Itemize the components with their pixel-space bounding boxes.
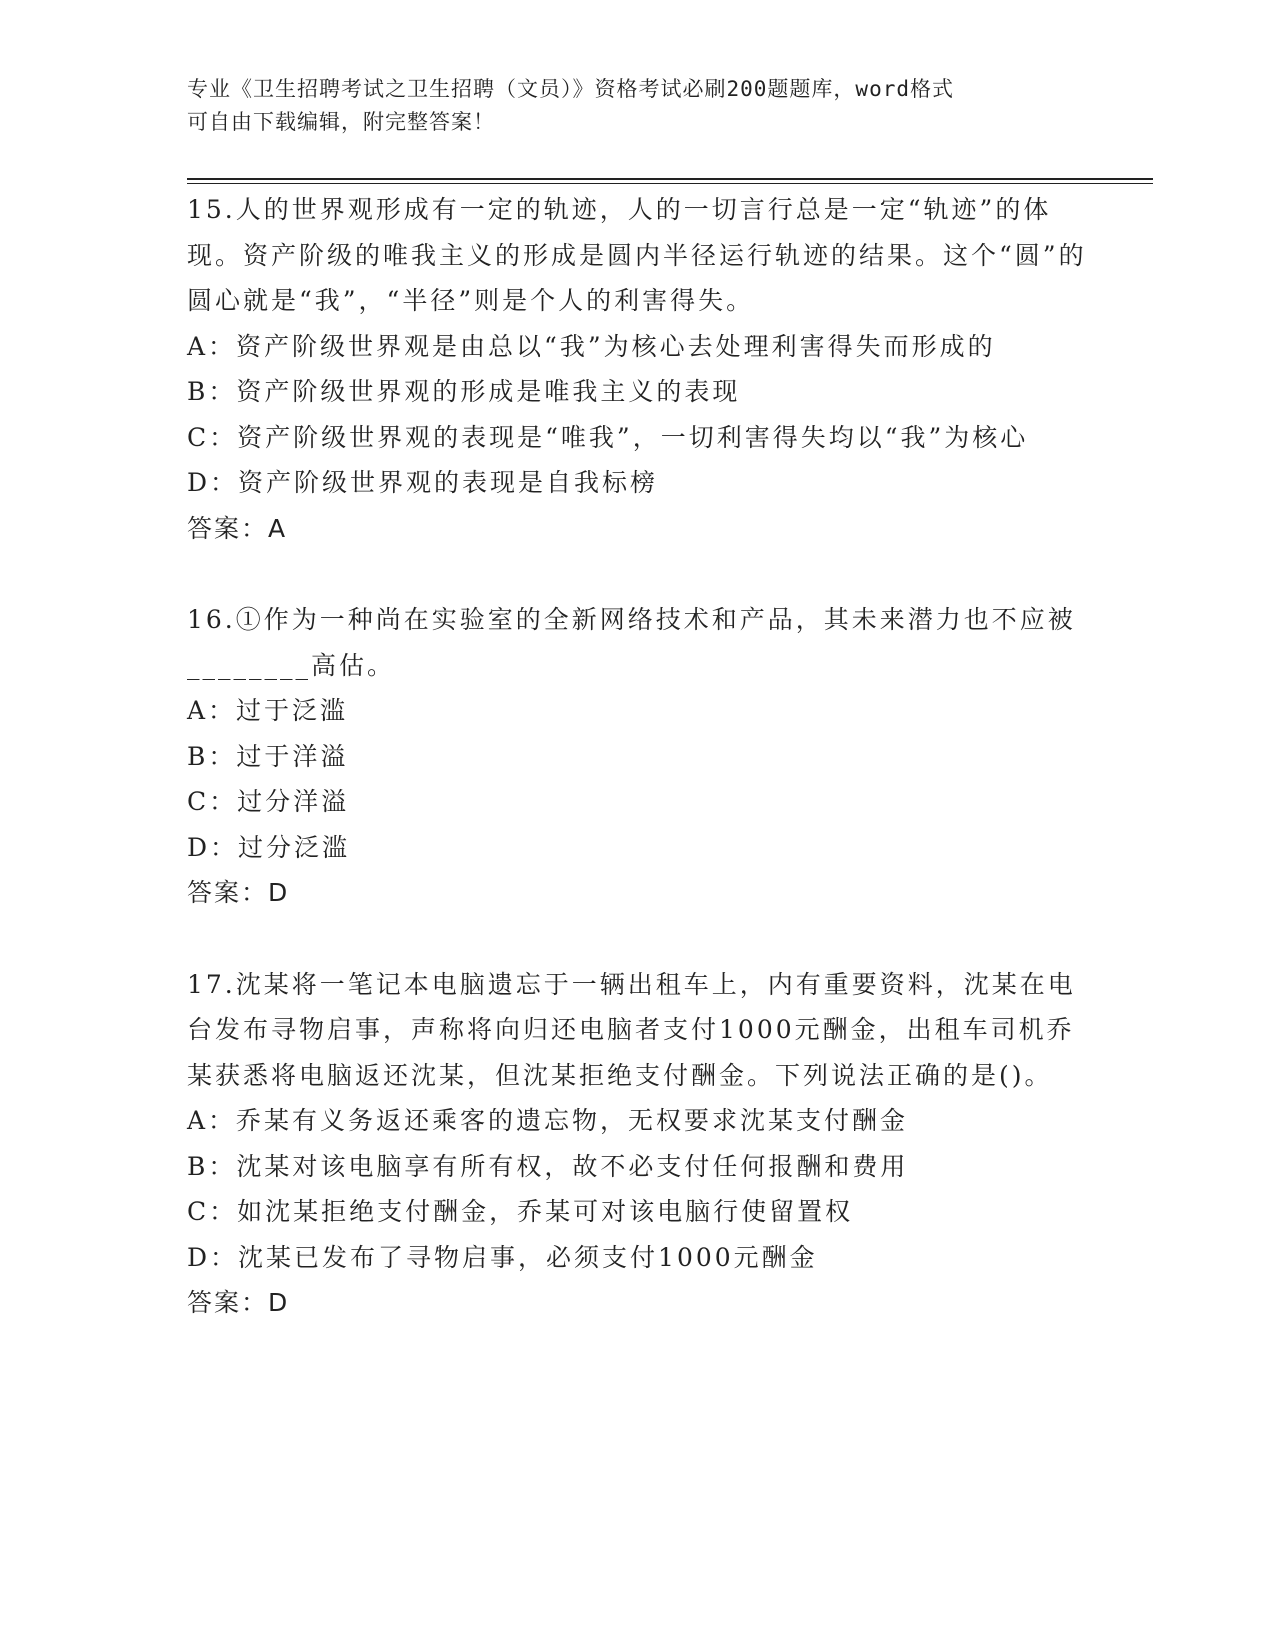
header-line-2: 可自由下载编辑，附完整答案！ bbox=[187, 110, 495, 134]
header-divider-thin bbox=[187, 183, 1153, 184]
option-b: B：沈某对该电脑享有所有权，故不必支付任何报酬和费用 bbox=[187, 1151, 909, 1181]
option-d: D：过分泛滥 bbox=[187, 832, 351, 862]
question-text: 17.沈某将一笔记本电脑遗忘于一辆出租车上，内有重要资料，沈某在电台发布寻物启事，声称将向归还电脑者支付1000元酬金，出租车司机乔某获悉将电脑返还沈某，但沈某拒绝支付酬金。下列说法正确的是()。 bbox=[187, 969, 1076, 1090]
option-d: D：沈某已发布了寻物启事，必须支付1000元酬金 bbox=[187, 1242, 818, 1272]
option-b: B：过于洋溢 bbox=[187, 741, 349, 771]
option-c: C：如沈某拒绝支付酬金，乔某可对该电脑行使留置权 bbox=[187, 1197, 854, 1226]
option-a: A：资产阶级世界观是由总以“我”为核心去处理利害得失而形成的 bbox=[187, 331, 996, 361]
answer: 答案：D bbox=[187, 1288, 290, 1317]
question-list bbox=[187, 187, 1087, 1372]
question-text: 15.人的世界观形成有一定的轨迹，人的一切言行总是一定“轨迹”的体现。资产阶级的唯我主义的形成是圆内半径运行轨迹的结果。这个“圆”的圆心就是“我”，“半径”则是个人的利害得失。 bbox=[187, 195, 1087, 315]
option-b: B：资产阶级世界观的形成是唯我主义的表现 bbox=[187, 377, 741, 406]
question-text: 16.①作为一种尚在实验室的全新网络技术和产品，其未来潜力也不应被________高估。 bbox=[187, 605, 1076, 680]
option-a: A：乔某有义务返还乘客的遗忘物，无权要求沈某支付酬金 bbox=[187, 1106, 909, 1135]
question-16 bbox=[187, 597, 1087, 916]
answer: 答案：A bbox=[187, 513, 288, 543]
option-c: C：资产阶级世界观的表现是“唯我”，一切利害得失均以“我”为核心 bbox=[187, 422, 1029, 452]
header-line-1: 专业《卫生招聘考试之卫生招聘（文员）》资格考试必刷200题题库，word格式 bbox=[187, 77, 954, 101]
document-header bbox=[187, 73, 1067, 139]
question-17 bbox=[187, 962, 1087, 1326]
option-c: C：过分洋溢 bbox=[187, 787, 350, 816]
header-divider-thick bbox=[187, 178, 1153, 180]
answer: 答案：D bbox=[187, 878, 290, 907]
option-a: A：过于泛滥 bbox=[187, 696, 349, 725]
question-15 bbox=[187, 187, 1087, 551]
option-d: D：资产阶级世界观的表现是自我标榜 bbox=[187, 468, 659, 497]
